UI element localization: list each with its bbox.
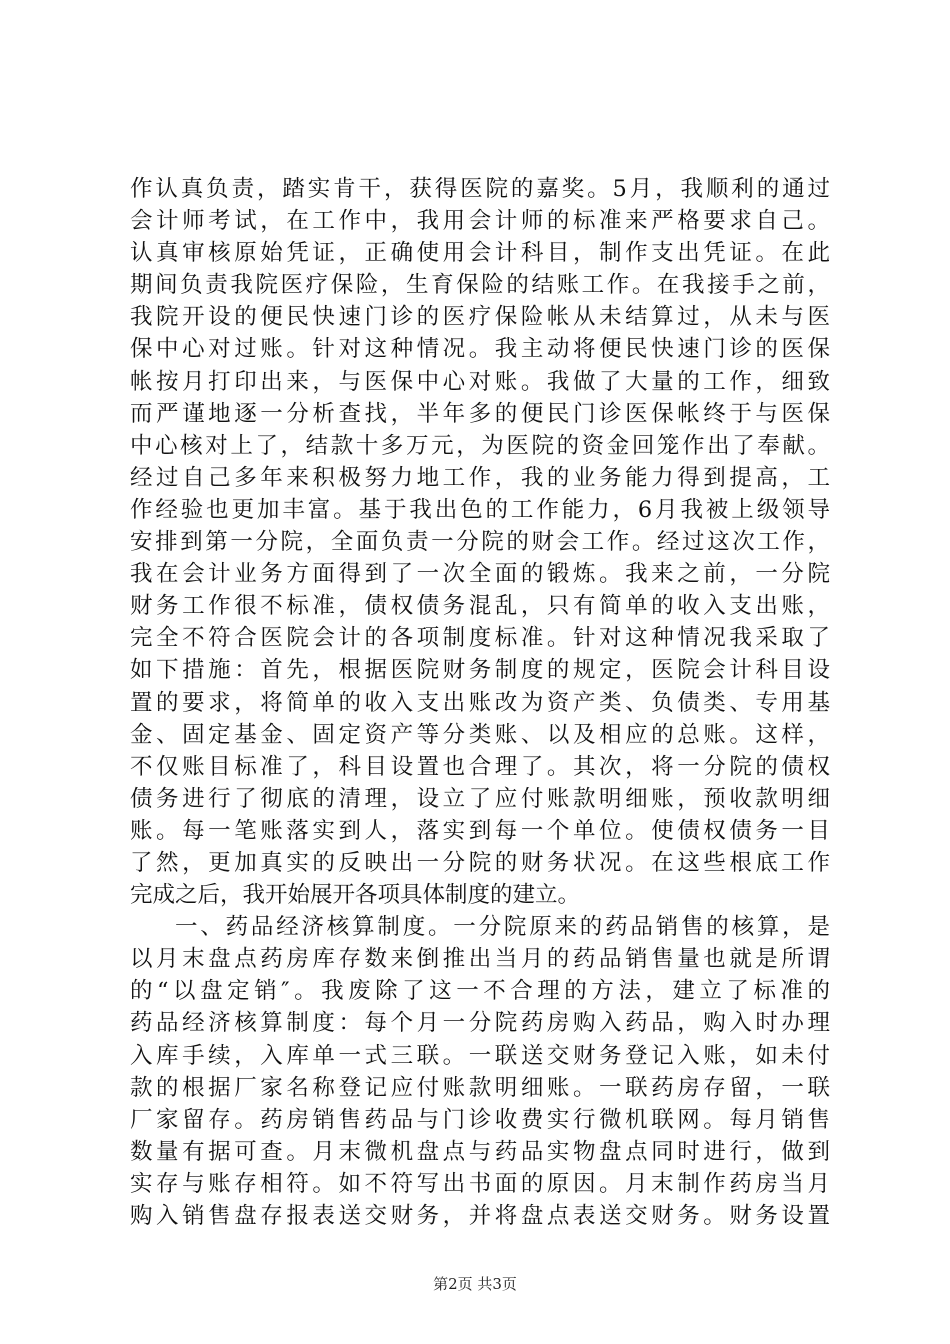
page-footer (0, 1274, 950, 1294)
text-line: 认真审核原始凭证，正确使用会计科目，制作支出凭证。在此 (130, 240, 830, 267)
text-line: 药品经济核算制度：每个月一分院药房购入药品，购入时办理 (130, 1010, 830, 1037)
text-line: 入库手续，入库单一式三联。一联送交财务登记入账，如未付 (130, 1042, 830, 1069)
text-line: 帐按月打印出来，与医保中心对账。我做了大量的工作，细致 (130, 368, 830, 395)
text-line: 安排到第一分院，全面负责一分院的财会工作。经过这次工作， (130, 529, 830, 556)
text-line: 而严谨地逐一分析查找，半年多的便民门诊医保帐终于与医保 (130, 400, 830, 427)
text-line: 了然，更加真实的反映出一分院的财务状况。在这些根底工作 (130, 849, 830, 876)
text-line: 我在会计业务方面得到了一次全面的锻炼。我来之前，一分院 (130, 561, 830, 588)
text-line: 置的要求，将简单的收入支出账改为资产类、负债类、专用基 (130, 689, 830, 716)
text-line: 的“以盘定销″。我废除了这一不合理的方法，建立了标准的 (130, 978, 830, 1005)
text-line: 不仅账目标准了，科目设置也合理了。其次，将一分院的债权 (130, 753, 830, 780)
text-line: 厂家留存。药房销售药品与门诊收费实行微机联网。每月销售 (130, 1106, 830, 1133)
text-line: 债务进行了彻底的清理，设立了应付账款明细账，预收款明细 (130, 785, 830, 812)
text-line: 以月末盘点药房库存数来倒推出当月的药品销售量也就是所谓 (130, 946, 830, 973)
text-line: 经过自己多年来积极努力地工作，我的业务能力得到提高，工 (130, 464, 830, 491)
text-line: 中心核对上了，结款十多万元，为医院的资金回笼作出了奉献。 (130, 432, 830, 459)
text-line: 保中心对过账。针对这种情况。我主动将便民快速门诊的医保 (130, 336, 830, 363)
text-line: 账。每一笔账落实到人，落实到每一个单位。使债权债务一目 (130, 817, 830, 844)
page-total: 共3页 (477, 1275, 517, 1293)
text-line: 完全不符合医院会计的各项制度标准。针对这种情况我采取了 (130, 625, 830, 652)
text-line: 完成之后，我开始展开各项具体制度的建立。 (130, 882, 581, 909)
text-line: 数量有据可查。月末微机盘点与药品实物盘点同时进行，做到 (130, 1138, 830, 1165)
text-line: 金、固定基金、固定资产等分类账、以及相应的总账。这样， (130, 721, 830, 748)
text-line: 会计师考试，在工作中，我用会计师的标准来严格要求自己。 (130, 208, 830, 235)
text-line: 实存与账存相符。如不符写出书面的原因。月末制作药房当月 (130, 1170, 830, 1197)
paragraph-start-line: 一、药品经济核算制度。一分院原来的药品销售的核算，是 (175, 914, 830, 941)
text-line: 我院开设的便民快速门诊的医疗保险帐从未结算过，从未与医 (130, 304, 830, 331)
text-line: 如下措施：首先，根据医院财务制度的规定，医院会计科目设 (130, 657, 830, 684)
text-line: 作认真负责，踏实肯干，获得医院的嘉奖。5月，我顺利的通过 (130, 176, 830, 202)
page-number: 第2页 (433, 1275, 473, 1293)
text-line: 作经验也更加丰富。基于我出色的工作能力，6月我被上级领导 (130, 496, 830, 523)
document-body (130, 173, 830, 1232)
text-line: 购入销售盘存报表送交财务，并将盘点表送交财务。财务设置 (130, 1203, 830, 1229)
text-line: 款的根据厂家名称登记应付账款明细账。一联药房存留，一联 (130, 1074, 830, 1101)
text-line: 期间负责我院医疗保险，生育保险的结账工作。在我接手之前， (130, 272, 830, 299)
text-line: 财务工作很不标准，债权债务混乱，只有简单的收入支出账， (130, 593, 830, 620)
